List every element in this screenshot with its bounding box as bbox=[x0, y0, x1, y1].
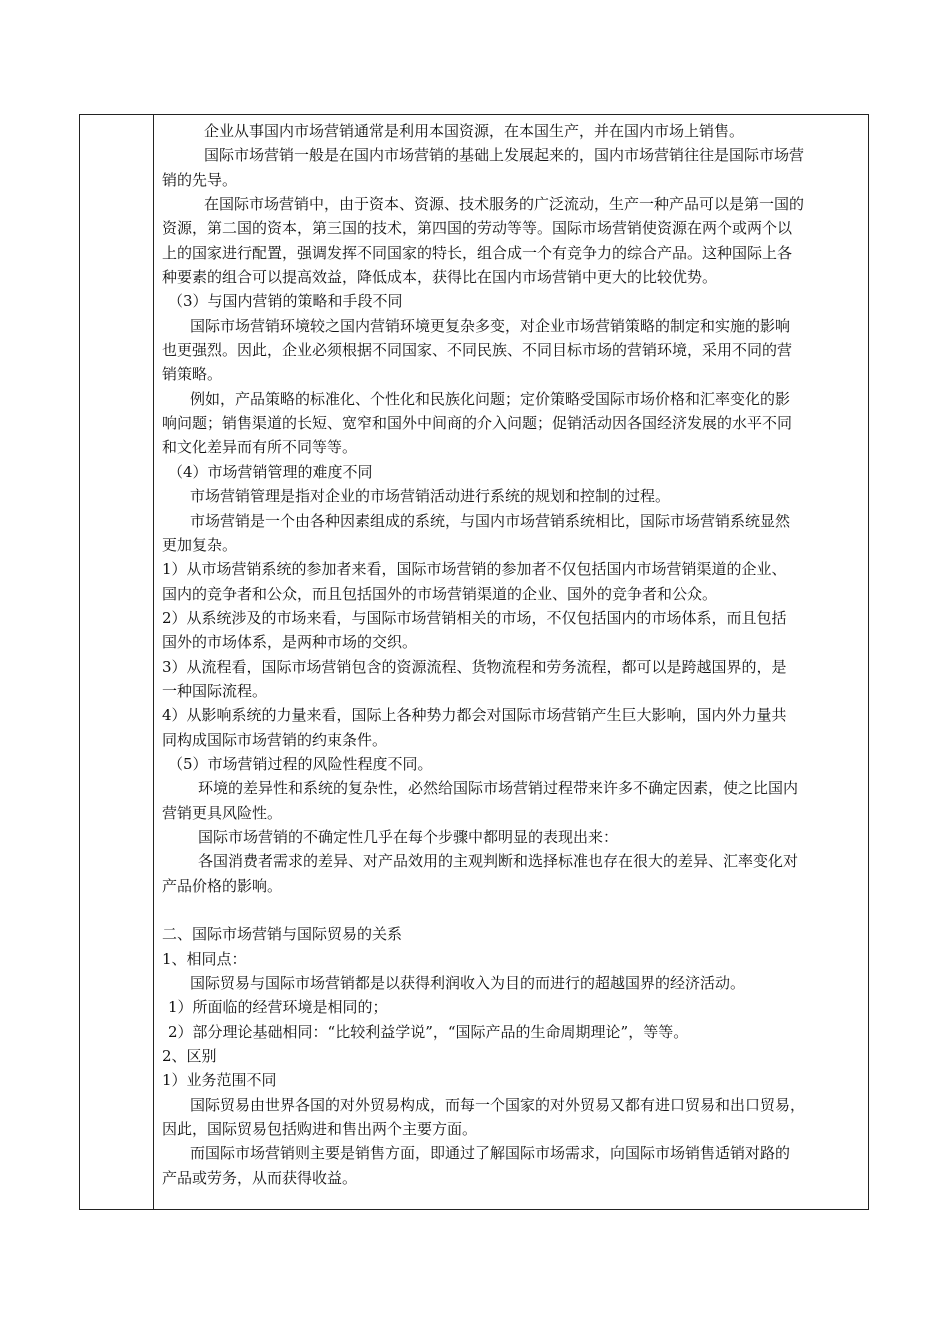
text-line: 国际市场营销的不确定性几乎在每个步骤中都明显的表现出来： bbox=[198, 827, 619, 846]
column-divider bbox=[153, 115, 154, 1209]
text-line: 营销更具风险性。 bbox=[162, 803, 283, 822]
text-line: 在国际市场营销中，由于资本、资源、技术服务的广泛流动，生产一种产品可以是第一国的 bbox=[204, 195, 805, 214]
text-line: 销的先导。 bbox=[162, 170, 238, 189]
text-line: 企业从事国内市场营销通常是利用本国资源，在本国生产，并在国内市场上销售。 bbox=[204, 122, 745, 140]
text-line: 2）部分理论基础相同：“比较利益学说”，“国际产品的生命周期理论”，等等。 bbox=[168, 1022, 689, 1041]
text-line: 更加复杂。 bbox=[162, 535, 238, 554]
text-line: 1）所面临的经营环境是相同的； bbox=[168, 998, 388, 1017]
text-line: 市场营销是一个由各种因素组成的系统，与国内市场营销系统相比，国际市场营销系统显然 bbox=[190, 511, 791, 530]
text-line: （4）市场营销管理的难度不同 bbox=[168, 462, 373, 481]
text-line: 种要素的组合可以提高效益，降低成本，获得比在国内市场营销中更大的比较优势。 bbox=[162, 268, 718, 287]
text-line: 市场营销管理是指对企业的市场营销活动进行系统的规划和控制的过程。 bbox=[190, 487, 671, 506]
text-line: 3）从流程看，国际市场营销包含的资源流程、货物流程和劳务流程，都可以是跨越国界的，是 bbox=[162, 657, 787, 676]
text-line: 国际贸易由世界各国的对外贸易构成，而每一个国家的对外贸易又都有进口贸易和出口贸易， bbox=[190, 1095, 806, 1114]
text-line: 而国际市场营销则主要是销售方面，即通过了解国际市场需求，向国际市场销售适销对路的 bbox=[190, 1144, 791, 1163]
text-line: 1）业务范围不同 bbox=[162, 1071, 277, 1090]
blank-line bbox=[162, 898, 862, 922]
text-line: 因此，国际贸易包括购进和售出两个主要方面。 bbox=[162, 1120, 478, 1139]
text-line: 国外的市场体系，是两种市场的交织。 bbox=[162, 633, 418, 652]
document-table bbox=[79, 114, 869, 1210]
text-line: 一种国际流程。 bbox=[162, 681, 268, 700]
text-line: （3）与国内营销的策略和手段不同 bbox=[168, 292, 403, 311]
text-line: 各国消费者需求的差异、对产品效用的主观判断和选择标准也存在很大的差异、汇率变化对 bbox=[198, 852, 799, 871]
text-line: 销策略。 bbox=[162, 365, 223, 384]
text-line: 1、相同点： bbox=[162, 949, 247, 968]
text-line: 国内的竞争者和公众，而且包括国外的市场营销渠道的企业、国外的竞争者和公众。 bbox=[162, 584, 718, 603]
text-line: 响问题；销售渠道的长短、宽窄和国外中间商的介入问题；促销活动因各国经济发展的水平不同 bbox=[162, 414, 793, 433]
text-line: （5）市场营销过程的风险性程度不同。 bbox=[168, 754, 433, 773]
text-line: 资源，第二国的资本，第三国的技术，第四国的劳动等等。国际市场营销使资源在两个或两个以 bbox=[162, 219, 793, 238]
text-line: 例如，产品策略的标准化、个性化和民族化问题；定价策略受国际市场价格和汇率变化的影 bbox=[190, 389, 791, 408]
text-line: 国际市场营销一般是在国内市场营销的基础上发展起来的，国内市场营销往往是国际市场营 bbox=[204, 146, 805, 165]
text-line: 同构成国际市场营销的约束条件。 bbox=[162, 730, 388, 749]
text-line: 国际贸易与国际市场营销都是以获得利润收入为目的而进行的超越国界的经济活动。 bbox=[190, 974, 746, 993]
text-line: 国际市场营销环境较之国内营销环境更复杂多变，对企业市场营销策略的制定和实施的影响 bbox=[190, 316, 791, 335]
text-line: 和文化差异而有所不同等等。 bbox=[162, 438, 358, 457]
text-line: 2、区别 bbox=[162, 1047, 217, 1066]
text-line: 产品或劳务，从而获得收益。 bbox=[162, 1168, 358, 1187]
text-line: 环境的差异性和系统的复杂性，必然给国际市场营销过程带来许多不确定因素，使之比国内 bbox=[198, 779, 799, 798]
text-line: 1）从市场营销系统的参加者来看，国际市场营销的参加者不仅包括国内市场营销渠道的企业、 bbox=[162, 560, 787, 579]
text-line: 也更强烈。因此，企业必须根据不同国家、不同民族、不同目标市场的营销环境，采用不同的营 bbox=[162, 341, 793, 360]
text-line: 2）从系统涉及的市场来看，与国际市场营销相关的市场，不仅包括国内的市场体系，而且包括 bbox=[162, 608, 787, 627]
content-cell bbox=[162, 119, 862, 1190]
text-line: 上的国家进行配置，强调发挥不同国家的特长，组合成一个有竞争力的综合产品。这种国际上各 bbox=[162, 243, 793, 262]
text-line: 产品价格的影响。 bbox=[162, 876, 283, 895]
text-line: 二、国际市场营销与国际贸易的关系 bbox=[162, 925, 403, 944]
text-line: 4）从影响系统的力量来看，国际上各种势力都会对国际市场营销产生巨大影响，国内外力量共 bbox=[162, 706, 787, 725]
